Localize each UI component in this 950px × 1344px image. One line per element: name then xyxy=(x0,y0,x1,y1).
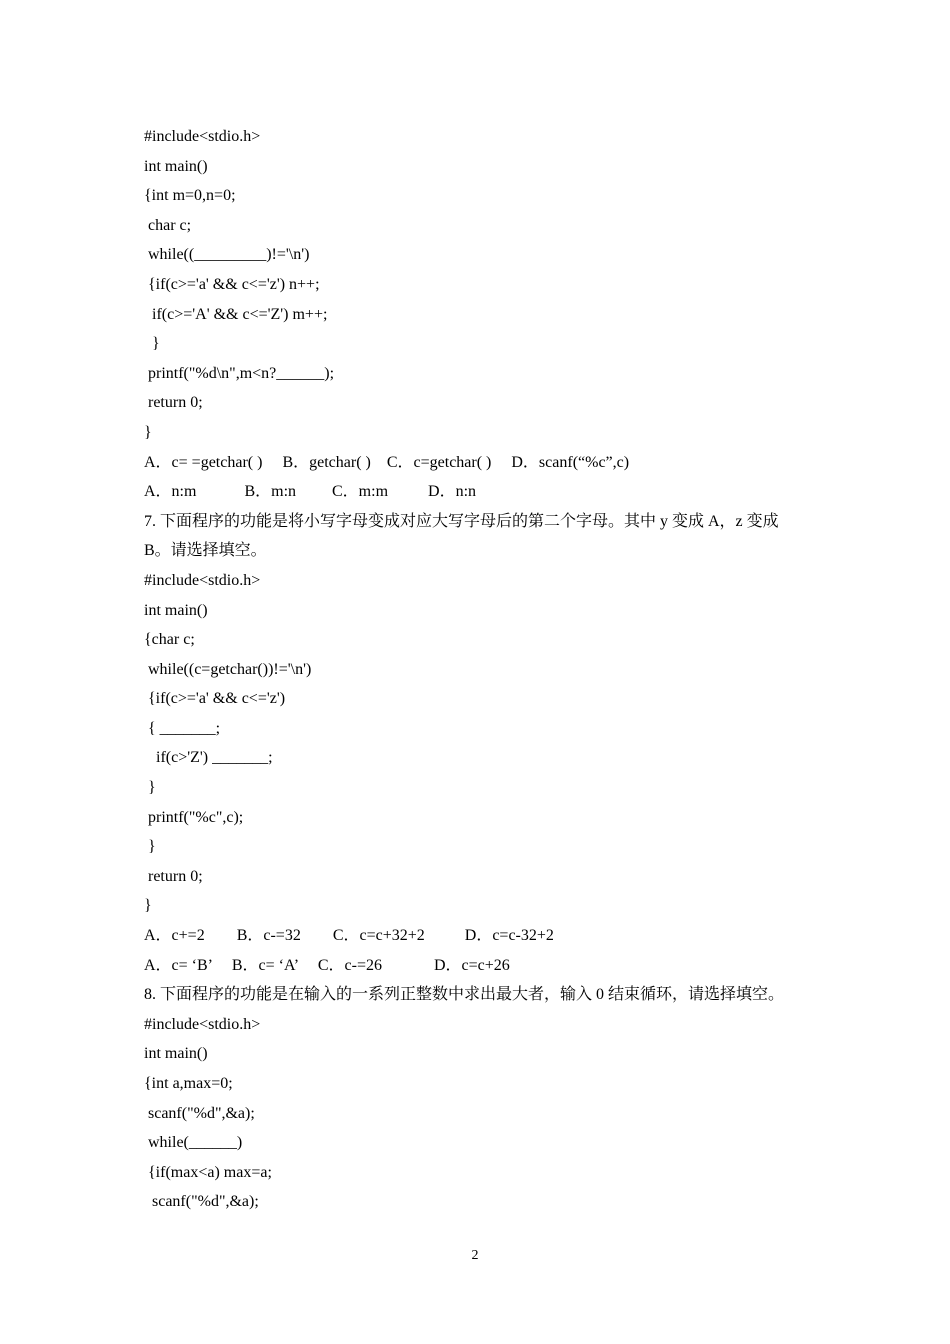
answer-options: A．c= =getchar( ) B．getchar( ) C．c=getchar( ) D．scanf(“%c”,c) xyxy=(144,453,630,471)
text-line: if(c>='A' && c<='Z') m++; xyxy=(144,305,328,323)
text-line: int main() xyxy=(144,1045,208,1063)
text-line: {int m=0,n=0; xyxy=(144,187,236,205)
text-line: printf("%c",c); xyxy=(144,808,244,826)
text-line: } xyxy=(144,779,156,797)
text-line: #include<stdio.h> xyxy=(144,128,261,145)
text-line: {int a,max=0; xyxy=(144,1075,233,1092)
text-line: scanf("%d",&a); xyxy=(144,1104,255,1122)
text-line: return 0; xyxy=(144,394,203,412)
text-line: scanf("%d",&a); xyxy=(144,1193,259,1211)
page-number: 2 xyxy=(471,1248,479,1263)
answer-options: A．c= ‘B’ B．c= ‘A’ C．c-=26 D．c=c+26 xyxy=(144,956,510,974)
text-line: if(c>'Z') _______; xyxy=(144,749,273,767)
text-line: } xyxy=(144,838,156,856)
text-line: while(______) xyxy=(144,1134,243,1152)
text-line: int main() xyxy=(144,157,208,175)
text-line: return 0; xyxy=(144,867,203,885)
text-line: int main() xyxy=(144,601,208,619)
text-line: #include<stdio.h> xyxy=(144,1015,261,1033)
text-line: } xyxy=(144,335,160,353)
text-line: while((c=getchar())!='\n') xyxy=(144,660,312,678)
text-line: char c; xyxy=(144,216,192,234)
text-line: printf("%d\n",m<n?______); xyxy=(144,364,335,382)
question-text: 7. 下面程序的功能是将小写字母变成对应大写字母后的第二个字母。其中 y 变成 A，z 变成 xyxy=(144,512,779,530)
question-text: B。请选择填空。 xyxy=(144,542,267,560)
document-body xyxy=(144,122,814,1217)
text-line: while((_________)!='\n') xyxy=(144,246,310,264)
text-line: {if(c>='a' && c<='z') xyxy=(144,690,286,708)
text-line: } xyxy=(144,897,152,915)
text-line: } xyxy=(144,423,152,441)
answer-options: A．c+=2 B．c-=32 C．c=c+32+2 D．c=c-32+2 xyxy=(144,927,554,945)
text-line: {if(max<a) max=a; xyxy=(144,1163,272,1181)
text-line: { _______; xyxy=(144,719,221,737)
text-line: {if(c>='a' && c<='z') n++; xyxy=(144,275,320,293)
question-text: 8. 下面程序的功能是在输入的一系列正整数中求出最大者，输入 0 结束循环，请选择填空。 xyxy=(144,986,785,1004)
text-line: #include<stdio.h> xyxy=(144,571,261,589)
text-line: {char c; xyxy=(144,631,195,649)
answer-options: A．n:m B．m:n C．m:m D．n:n xyxy=(144,483,477,501)
